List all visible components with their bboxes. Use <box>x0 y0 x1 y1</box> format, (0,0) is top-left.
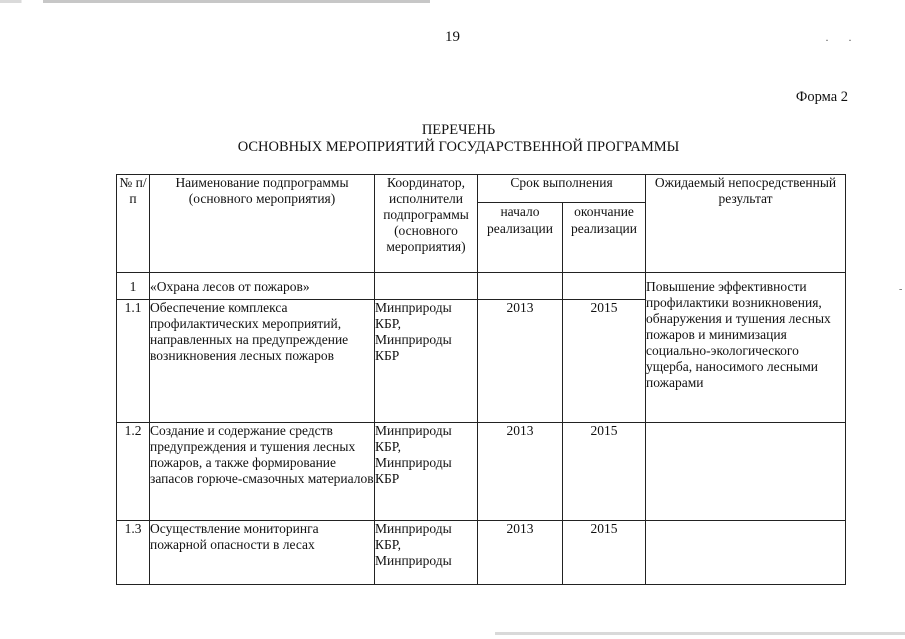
header-start: начало реализации <box>478 203 563 273</box>
measures-table <box>116 174 846 585</box>
form-label: Форма 2 <box>795 89 848 105</box>
row-coordinator: Минприроды КБР, Минприроды КБР <box>375 300 478 423</box>
row-number: 1.1 <box>117 300 150 423</box>
row-end: 2015 <box>563 300 646 423</box>
row-number: 1 <box>117 273 150 300</box>
header-coordinator: Координатор, исполнители подпрограммы (основного мероприятия) <box>375 175 478 273</box>
header-term: Срок выполнения <box>478 175 646 203</box>
header-result: Ожидаемый непосредственный результат <box>646 175 846 273</box>
row-coordinator: Минприроды КБР, Минприроды КБР <box>375 423 478 521</box>
row-result: Повышение эффективности профилактики возникновения, обнаружения и тушения лесных пожаров и минимизация социально-экологического ущерба, наносимого лесными пожарами <box>646 273 846 423</box>
row-name: «Охрана лесов от пожаров» <box>150 273 375 300</box>
table-row <box>117 273 846 300</box>
header-number: № п/п <box>117 175 150 273</box>
row-coordinator <box>375 273 478 300</box>
row-start: 2013 <box>478 521 563 585</box>
row-end: 2015 <box>563 423 646 521</box>
scan-artifact-top <box>0 0 430 3</box>
row-result <box>646 521 846 585</box>
row-name: Обеспечение комплекса профилактических мероприятий, направленных на предупреждение возникновения лесных пожаров <box>150 300 375 423</box>
table-row <box>117 521 846 585</box>
scan-artifact-bottom <box>495 632 905 635</box>
document-title: ПЕРЕЧЕНЬ <box>421 122 496 138</box>
header-end: окончание реализации <box>563 203 646 273</box>
row-name: Осуществление мониторинга пожарной опасности в лесах <box>150 521 375 585</box>
header-name: Наименование подпрограммы (основного мероприятия) <box>150 175 375 273</box>
row-end <box>563 273 646 300</box>
page-number: 19 <box>445 29 460 45</box>
row-result <box>646 423 846 521</box>
row-end: 2015 <box>563 521 646 585</box>
scan-artifact-dots: · · <box>825 33 860 47</box>
row-coordinator: Минприроды КБР, Минприроды <box>375 521 478 585</box>
row-name: Создание и содержание средств предупреждения и тушения лесных пожаров, а также формирование запасов горюче-смазочных материалов <box>150 423 375 521</box>
table-row <box>117 423 846 521</box>
document-subtitle: ОСНОВНЫХ МЕРОПРИЯТИЙ ГОСУДАРСТВЕННОЙ ПРОГРАММЫ <box>237 139 680 155</box>
row-start: 2013 <box>478 300 563 423</box>
scan-artifact-mark: - <box>899 284 903 295</box>
row-start <box>478 273 563 300</box>
row-number: 1.3 <box>117 521 150 585</box>
row-start: 2013 <box>478 423 563 521</box>
row-number: 1.2 <box>117 423 150 521</box>
